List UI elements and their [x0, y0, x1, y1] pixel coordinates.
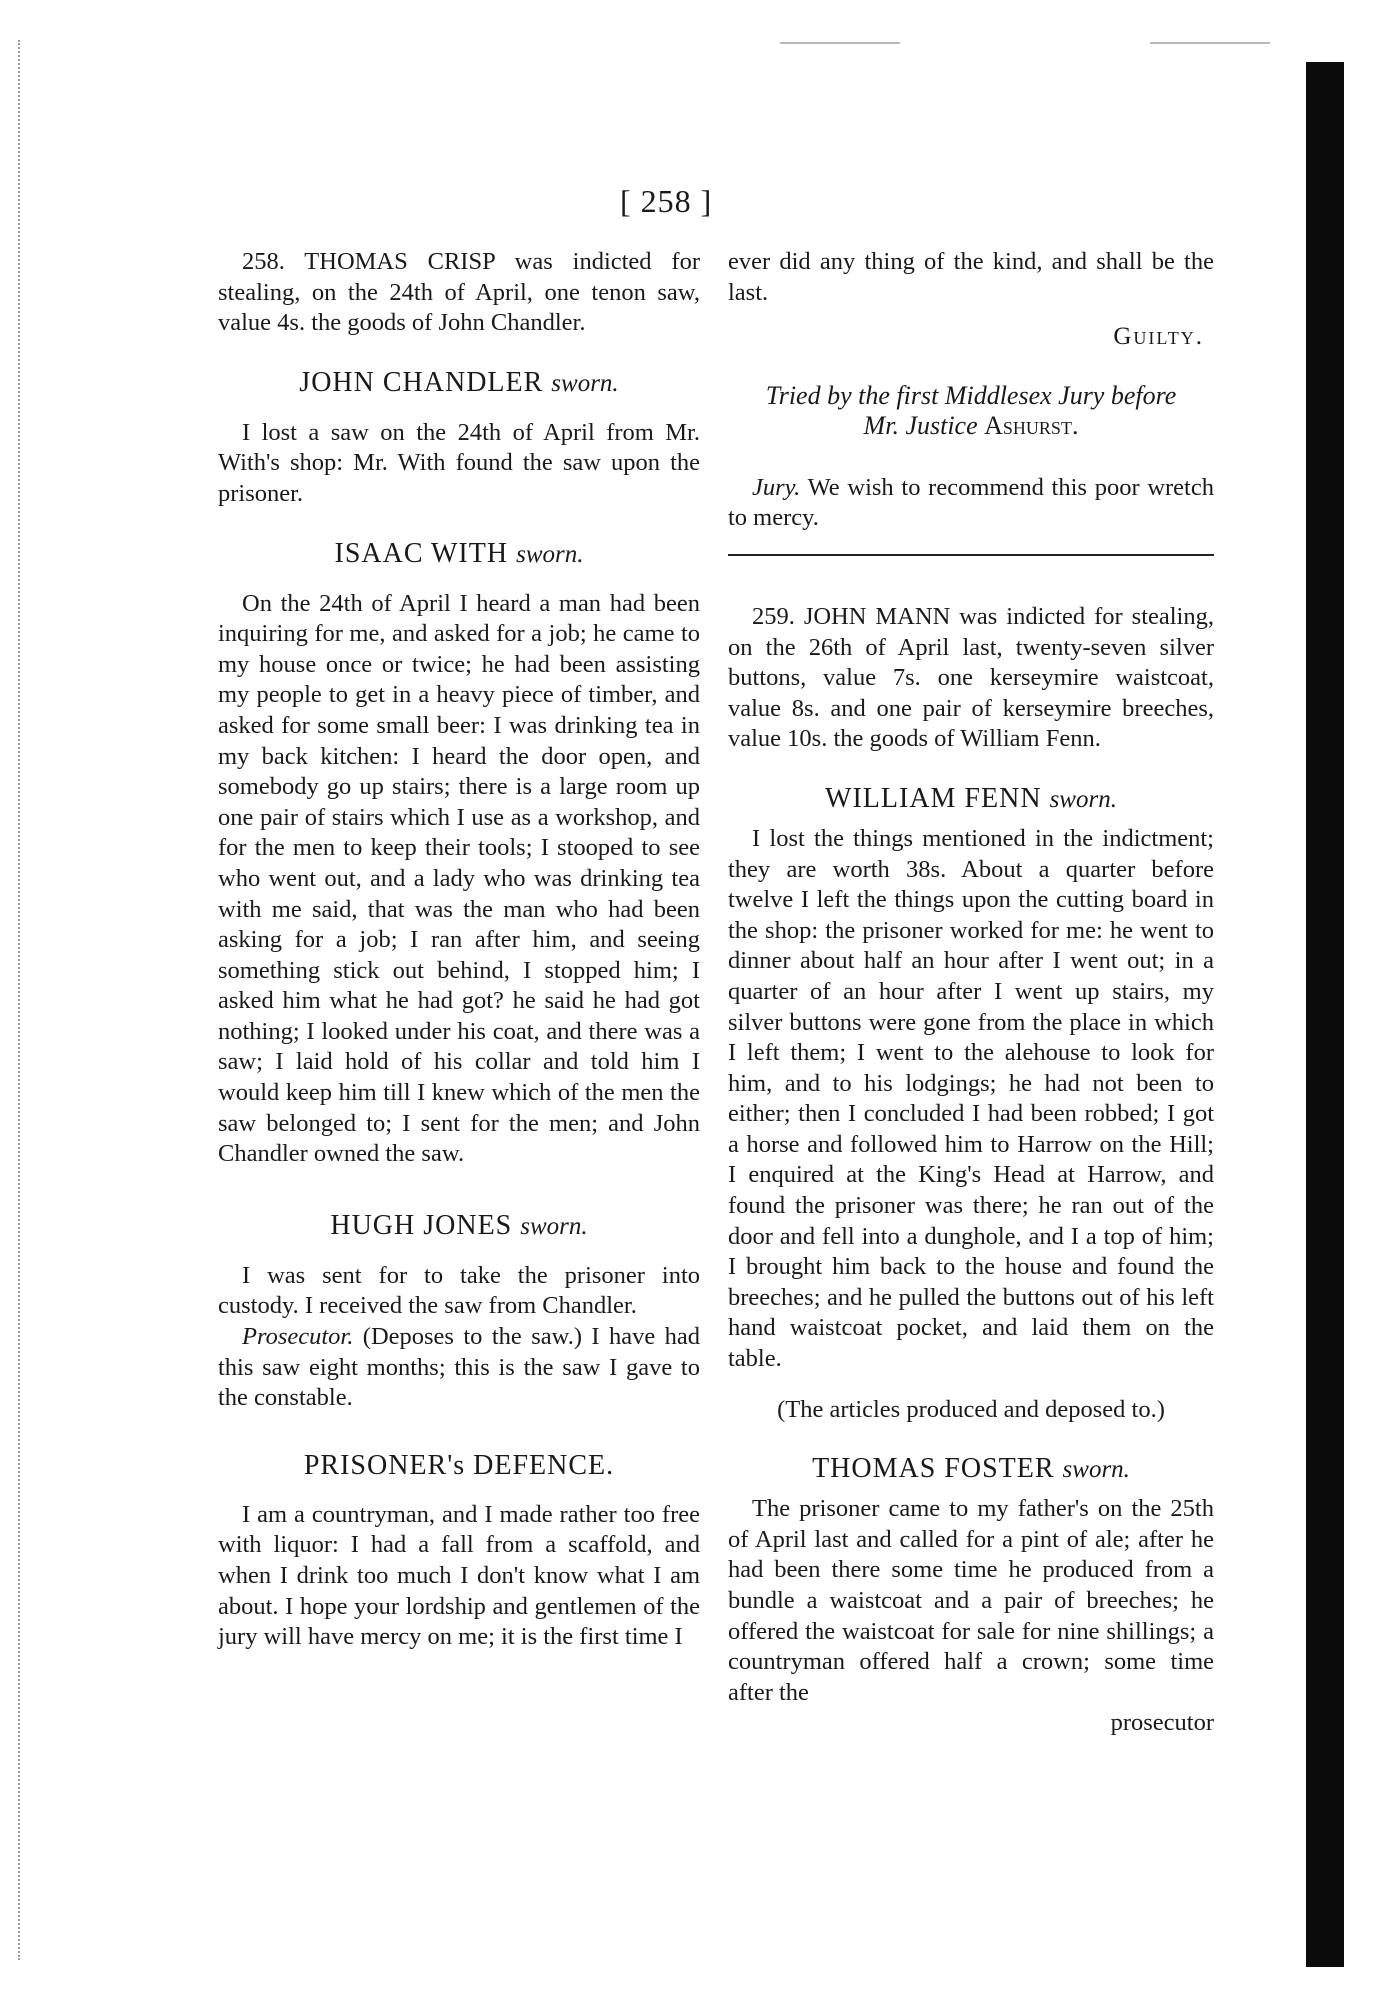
left-column	[218, 247, 700, 1653]
sworn-label: sworn.	[1049, 785, 1117, 813]
verdict-258: Guilty.	[1113, 323, 1204, 351]
top-edge-smudge	[1150, 42, 1270, 44]
jury-text: We wish to recommend this poor wretch to mercy.	[728, 473, 1214, 532]
witness-heading-hugh-jones	[218, 1210, 700, 1243]
witness-testimony-hugh-jones: I was sent for to take the prisoner into custody. I received the saw from Chandler.	[218, 1261, 700, 1320]
prosecutor-statement	[218, 1322, 700, 1414]
sworn-label: sworn.	[1062, 1456, 1130, 1484]
defence-continuation: ever did any thing of the kind, and shall be the last.	[728, 248, 1214, 306]
prosecutor-label: Prosecutor.	[242, 1323, 354, 1351]
articles-note: (The articles produced and deposed to.)	[777, 1395, 1165, 1423]
trial-note-line1: Tried by the first Middlesex Jury before	[765, 380, 1177, 410]
witness-name: ISAAC WITH	[334, 537, 509, 569]
witness-name: WILLIAM FENN	[825, 782, 1042, 814]
page-spine-shadow	[1306, 62, 1344, 1967]
trial-note-justice: Mr. Justice	[863, 410, 978, 440]
case-259-intro: 259. JOHN MANN was indicted for stealing, on the 26th of April last, twenty-seven silver buttons, value 7s. one kerseymire waistcoat, value 8s. and one pair of kerseymire breeches, value 10s. the goods of William Fenn.	[728, 602, 1214, 753]
witness-name: JOHN CHANDLER	[299, 366, 544, 398]
section-divider	[728, 554, 1214, 556]
page-edge-marks	[18, 40, 40, 1960]
witness-testimony-john-chandler: I lost a saw on the 24th of April from Mr. With's shop: Mr. With found the saw upon the prisoner.	[218, 418, 700, 507]
jury-recommendation	[728, 473, 1214, 534]
sworn-label: sworn.	[520, 1212, 588, 1240]
prisoner-defence-text: I am a countryman, and I made rather too free with liquor: I had a fall from a scaffold, and when I drink too much I don't know what I am about. I hope your lordship and gentlemen of the jury will have mercy on me; it is the first time I	[218, 1500, 700, 1651]
prosecutor-text: (Deposes to the saw.) I have had this saw eight months; this is the saw I gave to the constable.	[218, 1323, 701, 1412]
witness-testimony-isaac-with: On the 24th of April I heard a man had been inquiring for me, and asked for a job; he came to my house once or twice; he had been assisting my people to get in a heavy piece of timber, and asked for some small beer: I was drinking tea in my back kitchen: I heard the door open, and somebody go up stairs; there is a large room up one pair of stairs which I use as a workshop, and for the men to keep their tools; I stooped to see who went out, and a lady who was drinking tea with me said, that was the man who had been asking for a job; I ran after him, and seeing something stick out behind, I stopped him; I asked him what he had got? he said he had got nothing; I looked under his coat, and there was a saw; I laid hold of his collar and told him I would keep him till I knew which of the men the saw belonged to; I sent for the men; and John Chandler owned the saw.	[218, 589, 700, 1168]
witness-name: HUGH JONES	[330, 1209, 513, 1241]
page-number: [ 258 ]	[620, 183, 713, 219]
prisoner-defence-heading: PRISONER's DEFENCE.	[303, 1449, 615, 1481]
witness-heading-isaac-with	[218, 538, 700, 571]
trial-note	[728, 381, 1214, 441]
witness-name: THOMAS FOSTER	[812, 1453, 1055, 1485]
witness-heading-william-fenn	[728, 783, 1214, 816]
witness-heading-john-chandler	[218, 367, 700, 400]
sworn-label: sworn.	[551, 369, 619, 397]
case-258-intro: 258. THOMAS CRISP was indicted for stealing, on the 24th of April, one tenon saw, value 4s. the goods of John Chandler.	[218, 248, 700, 337]
top-edge-smudge	[780, 42, 900, 44]
witness-testimony-thomas-foster: The prisoner came to my father's on the 25th of April last and called for a pint of ale; after he had been there some time he produced from a bundle a waistcoat and a pair of breeches; he offered the waistcoat for sale for nine shillings; a countryman offered half a crown; some time after the	[728, 1495, 1214, 1706]
trial-note-judge: Ashurst.	[984, 410, 1079, 440]
witness-heading-thomas-foster	[728, 1453, 1214, 1486]
jury-label: Jury.	[752, 473, 801, 501]
trial-note-line2	[728, 411, 1214, 441]
witness-testimony-william-fenn: I lost the things mentioned in the indictment; they are worth 38s. About a quarter before twelve I left the things upon the cutting board in the shop: the prisoner worked for me: he went to dinner about half an hour after I went out; in a quarter of an hour after I went up stairs, my silver buttons were gone from the place in which I left them; I went to the alehouse to look for him, and to his lodgings; he had not been to either; then I concluded I had been robbed; I got a horse and followed him to Harrow on the Hill; I enquired at the King's Head at Harrow, and found the prisoner was there; he ran out of the door and fell into a dunghole, and I a top of him; I brought him back to the house and found the breeches; and he pulled the buttons out of his left hand waistcoat pocket, and laid them on the table.	[728, 824, 1214, 1373]
sworn-label: sworn.	[516, 540, 584, 568]
right-column	[728, 247, 1214, 1739]
catchword: prosecutor	[1110, 1709, 1214, 1737]
